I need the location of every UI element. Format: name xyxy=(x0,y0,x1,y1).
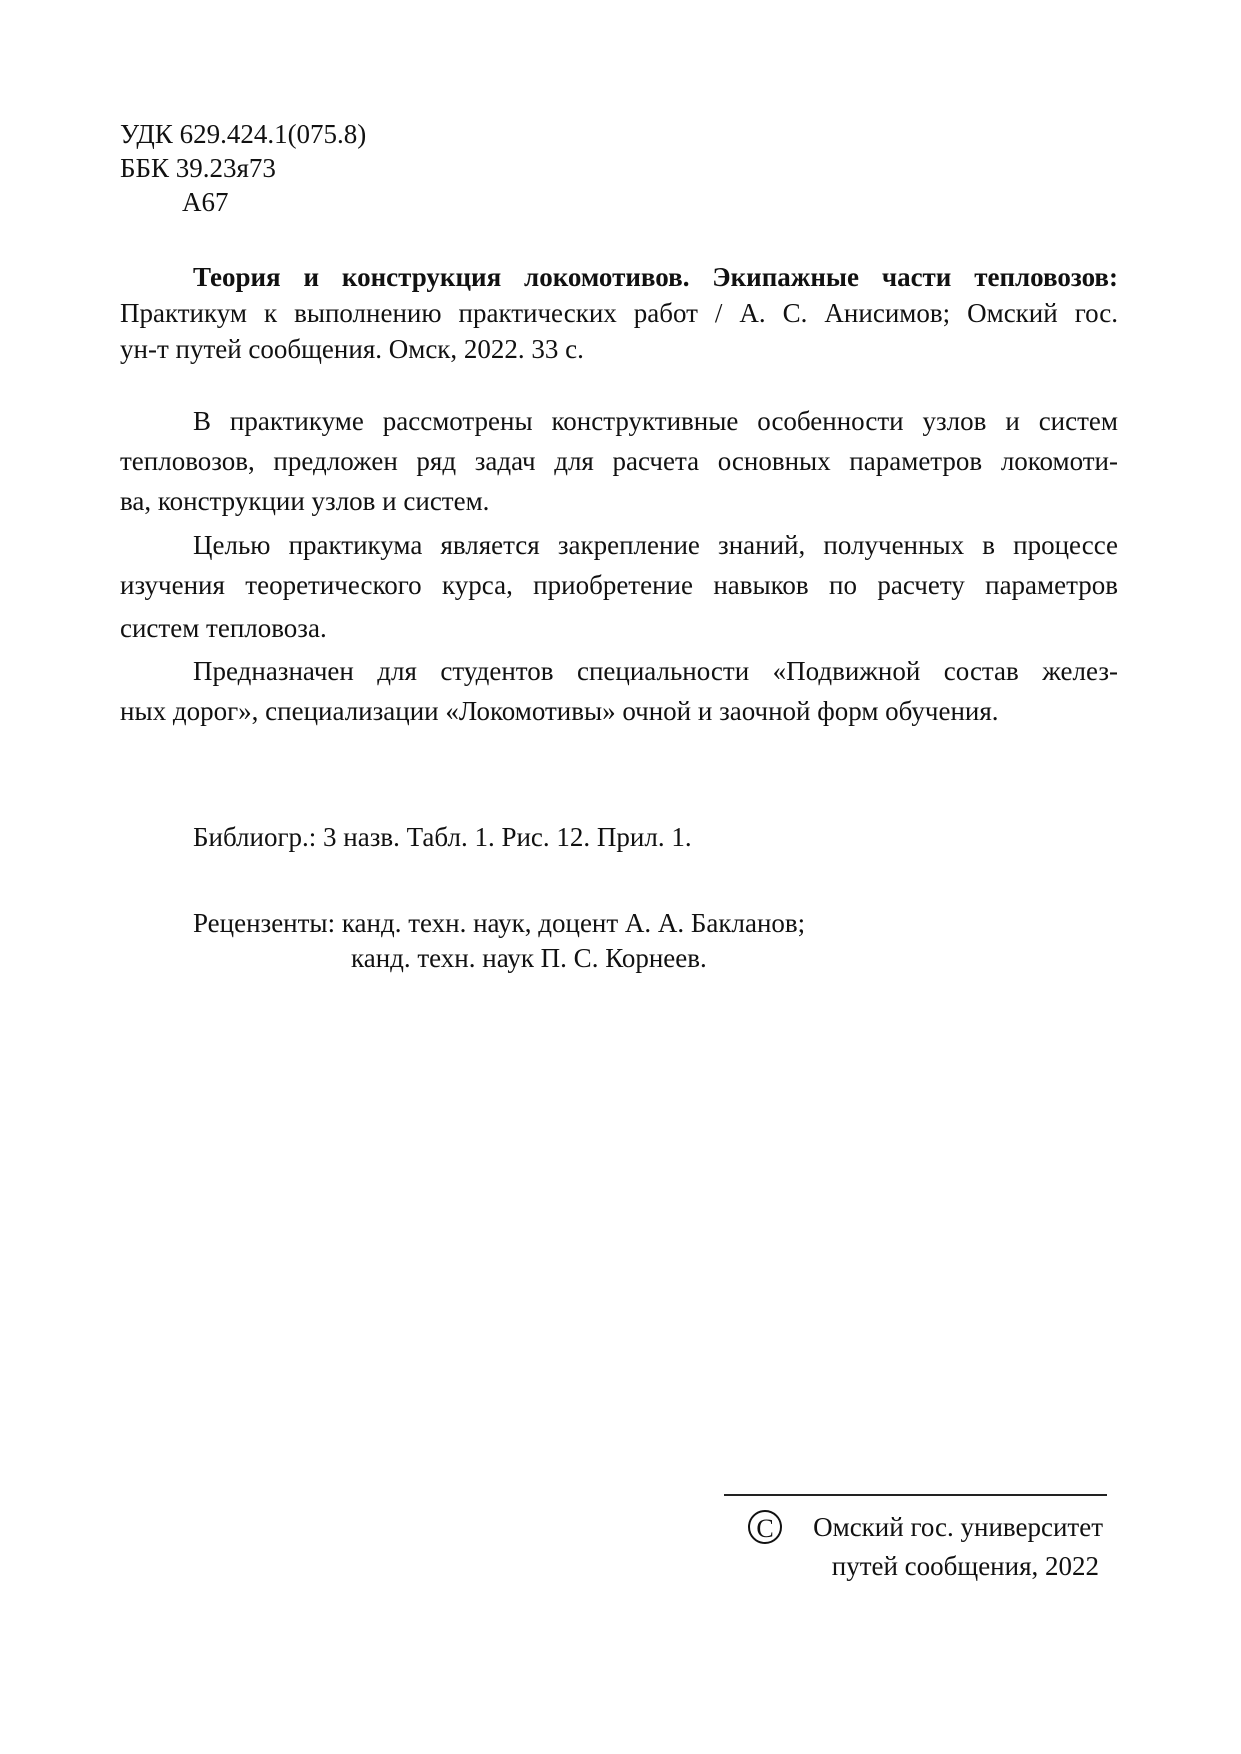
bbk-code: ББК 39.23я73 xyxy=(120,153,276,183)
author-mark: А67 xyxy=(182,187,229,217)
book-title: Теория и конструкция локомотивов. Экипажные части тепловозов: xyxy=(193,262,1118,292)
citation-title xyxy=(193,261,1118,293)
copyright-line: Омский гос. университет xyxy=(813,1512,1103,1542)
abstract-line: изучения теоретического курса, приобретение навыков по расчету параметров xyxy=(120,570,1118,600)
bibliography: Библиогр.: 3 назв. Табл. 1. Рис. 12. Прил. 1. xyxy=(193,822,692,852)
abstract-line: Целью практикума является закрепление знаний, полученных в процессе xyxy=(193,530,1118,560)
copyright-line: путей сообщения, 2022 xyxy=(831,1551,1099,1581)
abstract-line: тепловозов, предложен ряд задач для расчета основных параметров локомоти- xyxy=(120,446,1118,476)
udk-code: УДК 629.424.1(075.8) xyxy=(120,119,367,149)
copyright-divider xyxy=(724,1494,1107,1496)
copyright-icon: C xyxy=(748,1510,782,1544)
abstract-line: ва, конструкции узлов и систем. xyxy=(120,486,490,516)
reviewers-line: канд. техн. наук П. С. Корнеев. xyxy=(351,943,707,973)
citation-line: ун-т путей сообщения. Омск, 2022. 33 с. xyxy=(120,334,584,364)
abstract-line: В практикуме рассмотрены конструктивные особенности узлов и систем xyxy=(193,406,1118,436)
abstract-line: Предназначен для студентов специальности «Подвижной состав желез- xyxy=(193,656,1118,686)
abstract-line: ных дорог», специализации «Локомотивы» очной и заочной форм обучения. xyxy=(120,696,999,726)
abstract-line: систем тепловоза. xyxy=(120,613,327,643)
reviewers-line: Рецензенты: канд. техн. наук, доцент А. А. Бакланов; xyxy=(193,908,806,938)
citation-line: Практикум к выполнению практических работ / А. С. Анисимов; Омский гос. xyxy=(120,298,1118,328)
